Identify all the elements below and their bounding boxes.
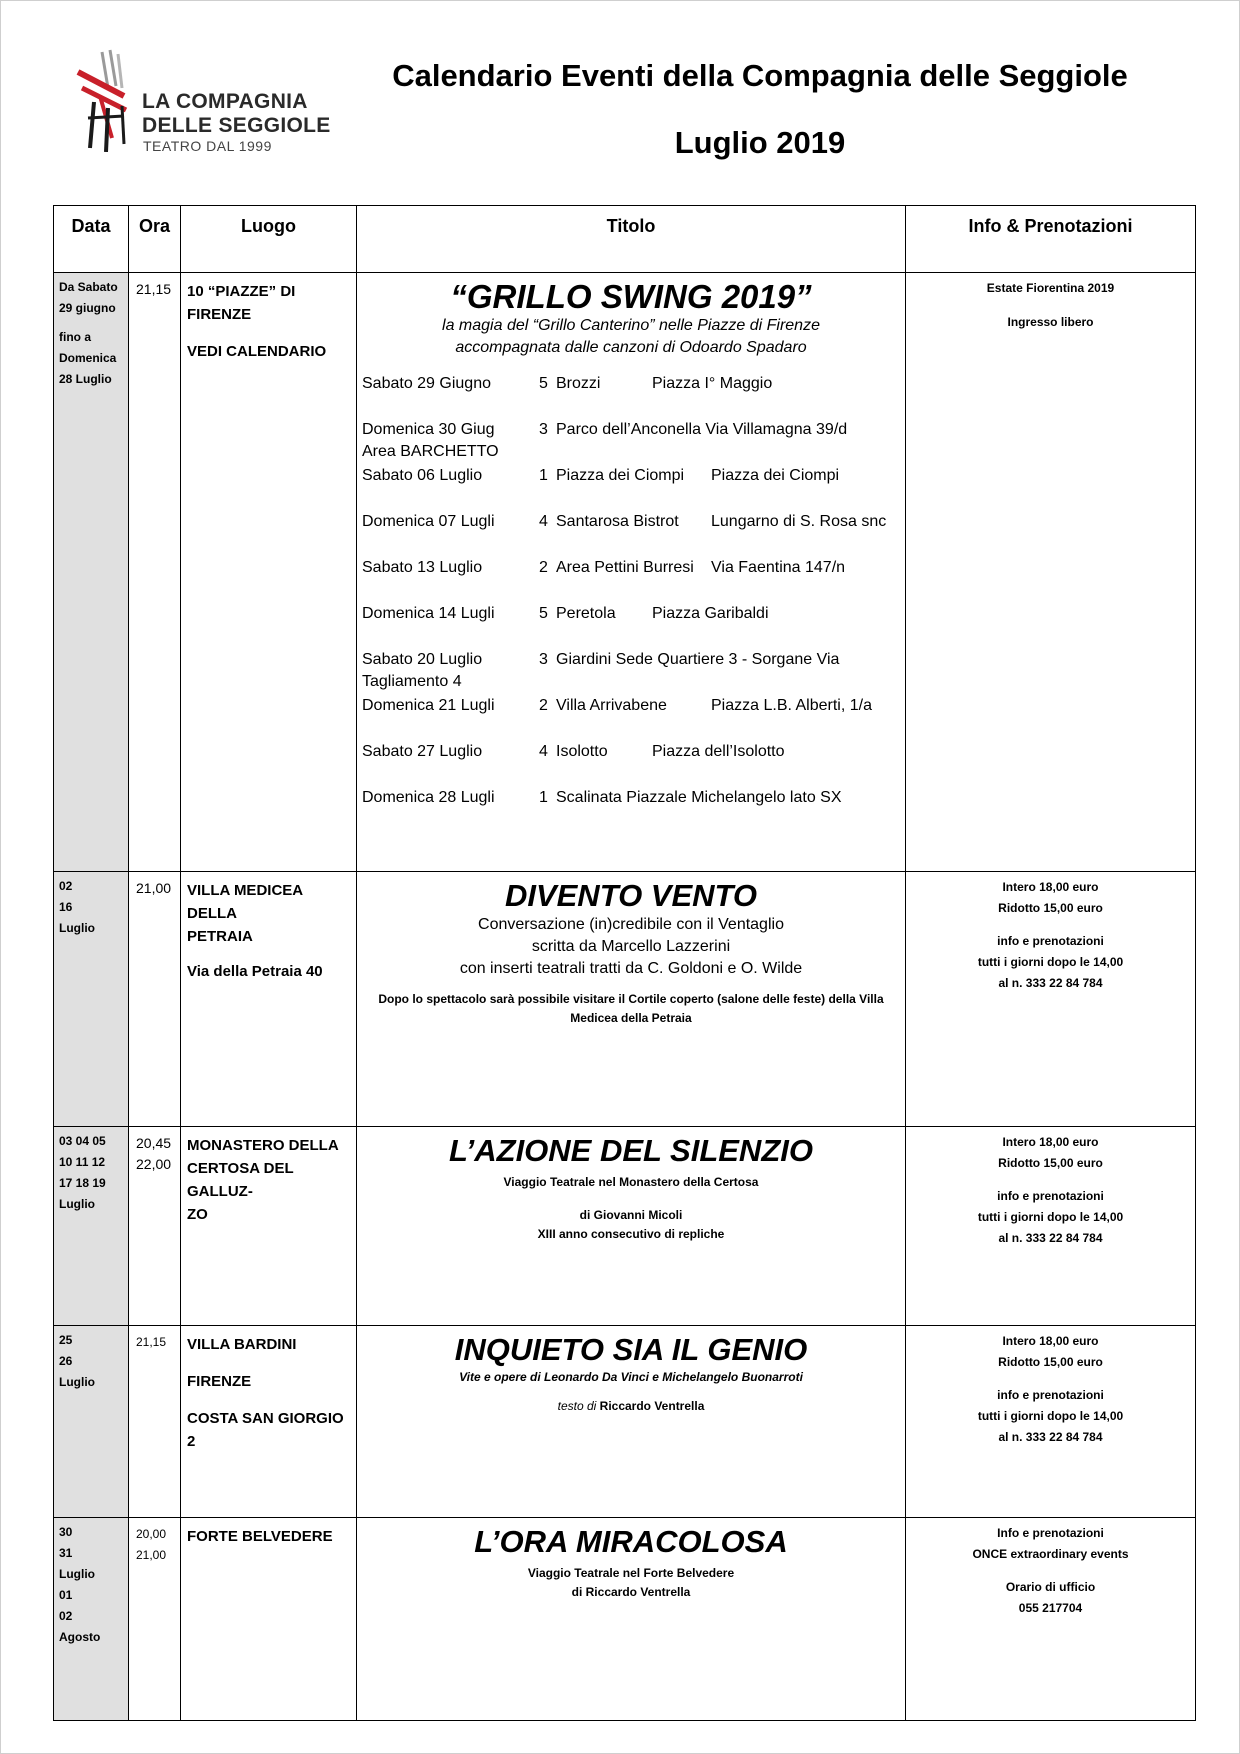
event-title: INQUIETO SIA IL GENIO (454, 1332, 808, 1367)
time-line: 21,00 (136, 880, 172, 896)
time-line: 20,00 (136, 1527, 167, 1541)
event-subtitle: accompagnata dalle canzoni di Odoardo Spadaro (455, 339, 807, 356)
place-line: FIRENZE (187, 1373, 252, 1390)
place-line: ZO (187, 1206, 208, 1223)
event-title-cell (357, 1127, 906, 1326)
date-line: fino a (59, 330, 91, 344)
event-info (906, 273, 1196, 872)
schedule-item (357, 465, 905, 511)
event-info (906, 1518, 1196, 1721)
schedule-day: Domenica 30 Giug (362, 421, 495, 438)
column-header-titolo: Titolo (357, 206, 906, 273)
column-header-info: Info & Prenotazioni (906, 206, 1196, 273)
schedule-item (357, 373, 905, 419)
date-line: 28 Luglio (59, 372, 112, 386)
event-subtitle: la magia del “Grillo Canterino” nelle Piazze di Firenze (442, 317, 820, 334)
place-line: CERTOSA DEL GALLUZ- (187, 1160, 294, 1200)
schedule-number: 4 (539, 513, 548, 530)
event-description: XIII anno consecutivo di repliche (537, 1227, 725, 1241)
event-place (181, 1518, 357, 1721)
schedule-location: Villa Arrivabene (556, 697, 667, 714)
schedule-list (357, 373, 905, 817)
info-line: ONCE extraordinary events (972, 1547, 1129, 1561)
credit-name: Riccardo Ventrella (599, 1399, 705, 1413)
column-header-luogo: Luogo (181, 206, 357, 273)
info-line: Intero 18,00 euro (1002, 880, 1099, 894)
table-header-row (54, 206, 1196, 273)
page-title: Calendario Eventi della Compagnia delle Seggiole (392, 58, 1128, 93)
schedule-address: Piazza dell’Isolotto (652, 743, 785, 760)
event-date (54, 273, 129, 872)
schedule-location: Parco dell’Anconella Via Villamagna 39/d (556, 421, 848, 438)
schedule-number: 1 (539, 789, 548, 806)
date-line: 02 (59, 879, 73, 893)
place-line: PETRAIA (187, 928, 253, 945)
schedule-day: Sabato 06 Luglio (362, 467, 483, 484)
logo-name-line1: LA COMPAGNIA (142, 90, 308, 113)
place-line: FORTE BELVEDERE (187, 1528, 333, 1545)
schedule-item (357, 419, 905, 465)
event-info (906, 1127, 1196, 1326)
table-row (54, 1127, 1196, 1326)
schedule-continuation: Tagliamento 4 (362, 673, 462, 690)
place-line: Via della Petraia 40 (187, 963, 323, 980)
info-line: info e prenotazioni (997, 1388, 1104, 1402)
schedule-address: Piazza dei Ciompi (711, 467, 840, 484)
date-line: 31 (59, 1546, 73, 1560)
info-line: Ridotto 15,00 euro (998, 1355, 1103, 1369)
schedule-item (357, 741, 905, 787)
date-line: 02 (59, 1609, 73, 1623)
schedule-item (357, 511, 905, 557)
date-line: 26 (59, 1354, 73, 1368)
schedule-number: 5 (539, 605, 548, 622)
logo-name-line2: DELLE SEGGIOLE (142, 114, 331, 137)
date-line: 17 18 19 (59, 1176, 106, 1190)
schedule-location: Giardini Sede Quartiere 3 - Sorgane Via (556, 651, 840, 668)
place-line: MONASTERO DELLA (187, 1137, 339, 1154)
schedule-address: Piazza Garibaldi (652, 605, 769, 622)
date-line: 01 (59, 1588, 73, 1602)
schedule-day: Sabato 13 Luglio (362, 559, 483, 576)
info-line: al n. 333 22 84 784 (998, 1430, 1103, 1444)
info-line: info e prenotazioni (997, 934, 1104, 948)
info-line: 055 217704 (1018, 1601, 1083, 1615)
schedule-number: 5 (539, 375, 548, 392)
table-row (54, 273, 1196, 872)
column-header-data: Data (54, 206, 129, 273)
place-line: VILLA BARDINI (187, 1336, 297, 1353)
credit-prefix: testo di (557, 1399, 597, 1413)
schedule-item (357, 695, 905, 741)
schedule-address: Via Faentina 147/n (711, 559, 846, 576)
schedule-day: Sabato 20 Luglio (362, 651, 483, 668)
event-title: L’AZIONE DEL SILENZIO (449, 1133, 813, 1168)
date-line: Da Sabato (59, 280, 118, 294)
event-date (54, 872, 129, 1127)
schedule-day: Domenica 28 Lugli (362, 789, 495, 806)
schedule-item (357, 649, 905, 695)
event-place (181, 273, 357, 872)
info-line: Info e prenotazioni (997, 1526, 1104, 1540)
info-line: info e prenotazioni (997, 1189, 1104, 1203)
date-line: Luglio (59, 1375, 95, 1389)
event-description: Vite e opere di Leonardo Da Vinci e Michelangelo Buonarroti (459, 1370, 803, 1384)
date-line: 29 giugno (59, 301, 116, 315)
time-line: 22,00 (136, 1156, 172, 1172)
event-place (181, 872, 357, 1127)
event-description: Viaggio Teatrale nel Monastero della Certosa (503, 1175, 759, 1189)
place-line: VEDI CALENDARIO (187, 343, 327, 360)
schedule-number: 3 (539, 421, 548, 438)
event-description: di Riccardo Ventrella (571, 1585, 691, 1599)
date-line: Agosto (59, 1630, 101, 1644)
info-line: Ridotto 15,00 euro (998, 1156, 1103, 1170)
schedule-item (357, 603, 905, 649)
info-line: Orario di ufficio (1005, 1580, 1096, 1594)
place-line: 10 “PIAZZE” DI FIRENZE (187, 283, 296, 323)
event-title-cell (357, 273, 906, 872)
date-line: 10 11 12 (59, 1155, 106, 1169)
event-description: Viaggio Teatrale nel Forte Belvedere (527, 1566, 735, 1580)
info-line: Intero 18,00 euro (1002, 1334, 1099, 1348)
events-table (53, 205, 1196, 1721)
event-title-cell (357, 1326, 906, 1518)
column-header-ora: Ora (129, 206, 181, 273)
info-line: tutti i giorni dopo le 14,00 (977, 1210, 1124, 1224)
event-title: L’ORA MIRACOLOSA (474, 1524, 788, 1559)
schedule-day: Sabato 29 Giugno (362, 375, 491, 392)
event-date (54, 1326, 129, 1518)
schedule-number: 2 (539, 697, 548, 714)
schedule-day: Domenica 14 Lugli (362, 605, 495, 622)
schedule-location: Peretola (556, 605, 616, 622)
event-time (129, 1326, 181, 1518)
schedule-item (357, 557, 905, 603)
schedule-number: 1 (539, 467, 548, 484)
info-line: Ingresso libero (1007, 315, 1094, 329)
info-line: al n. 333 22 84 784 (998, 976, 1103, 990)
page-subtitle: Luglio 2019 (674, 125, 846, 160)
event-description: Conversazione (in)credibile con il Ventaglio (478, 916, 784, 933)
schedule-address: Lungarno di S. Rosa snc (711, 513, 887, 530)
event-time (129, 872, 181, 1127)
info-line: Intero 18,00 euro (1002, 1135, 1099, 1149)
time-line: 21,15 (136, 281, 172, 297)
table-row (54, 1326, 1196, 1518)
time-line: 20,45 (136, 1135, 172, 1151)
table-row (54, 1518, 1196, 1721)
schedule-address: Piazza L.B. Alberti, 1/a (711, 697, 872, 714)
info-line: Ridotto 15,00 euro (998, 901, 1103, 915)
schedule-number: 2 (539, 559, 548, 576)
info-line: Estate Fiorentina 2019 (986, 281, 1115, 295)
event-title-cell (357, 872, 906, 1127)
schedule-day: Domenica 07 Lugli (362, 513, 495, 530)
logo-tagline: TEATRO DAL 1999 (143, 138, 272, 154)
event-description: di Giovanni Micoli (579, 1208, 683, 1222)
event-time (129, 1518, 181, 1721)
event-place (181, 1326, 357, 1518)
time-line: 21,15 (136, 1335, 167, 1349)
event-place (181, 1127, 357, 1326)
place-line: VILLA MEDICEA DELLA (187, 882, 303, 922)
event-title-cell (357, 1518, 906, 1721)
schedule-day: Domenica 21 Lugli (362, 697, 495, 714)
schedule-location: Area Pettini Burresi (556, 559, 694, 576)
schedule-address: Piazza I° Maggio (652, 375, 773, 392)
date-line: Luglio (59, 1567, 95, 1581)
event-description: con inserti teatrali tratti da C. Goldoni e O. Wilde (459, 960, 803, 977)
date-line: 30 (59, 1525, 73, 1539)
schedule-location: Santarosa Bistrot (556, 513, 679, 530)
date-line: Luglio (59, 1197, 95, 1211)
date-line: 25 (59, 1333, 73, 1347)
event-credit (357, 1397, 905, 1416)
table-row (54, 872, 1196, 1127)
event-info (906, 1326, 1196, 1518)
date-line: Domenica (59, 351, 117, 365)
event-info (906, 872, 1196, 1127)
schedule-item (357, 787, 905, 817)
event-date (54, 1518, 129, 1721)
chair-icon (72, 48, 144, 152)
company-logo (72, 48, 352, 158)
event-time (129, 273, 181, 872)
info-line: al n. 333 22 84 784 (998, 1231, 1103, 1245)
schedule-location: Scalinata Piazzale Michelangelo lato SX (556, 789, 842, 806)
place-line: COSTA SAN GIORGIO 2 (187, 1410, 344, 1450)
date-line: Luglio (59, 921, 95, 935)
schedule-location: Brozzi (556, 375, 601, 392)
info-line: tutti i giorni dopo le 14,00 (977, 955, 1124, 969)
schedule-location: Isolotto (556, 743, 608, 760)
time-line: 21,00 (136, 1548, 167, 1562)
schedule-location: Piazza dei Ciompi (556, 467, 685, 484)
date-line: 03 04 05 (59, 1134, 106, 1148)
schedule-day: Sabato 27 Luglio (362, 743, 483, 760)
schedule-number: 3 (539, 651, 548, 668)
schedule-number: 4 (539, 743, 548, 760)
event-title: “GRILLO SWING 2019” (450, 278, 812, 315)
schedule-continuation: Area BARCHETTO (362, 443, 499, 460)
event-description: scritta da Marcello Lazzerini (531, 938, 731, 955)
info-line: tutti i giorni dopo le 14,00 (977, 1409, 1124, 1423)
date-line: 16 (59, 900, 73, 914)
event-note: Dopo lo spettacolo sarà possibile visitare il Cortile coperto (salone delle feste) della Villa Medicea della Petraia (378, 992, 884, 1025)
event-date (54, 1127, 129, 1326)
event-title: DIVENTO VENTO (504, 878, 758, 913)
event-time (129, 1127, 181, 1326)
